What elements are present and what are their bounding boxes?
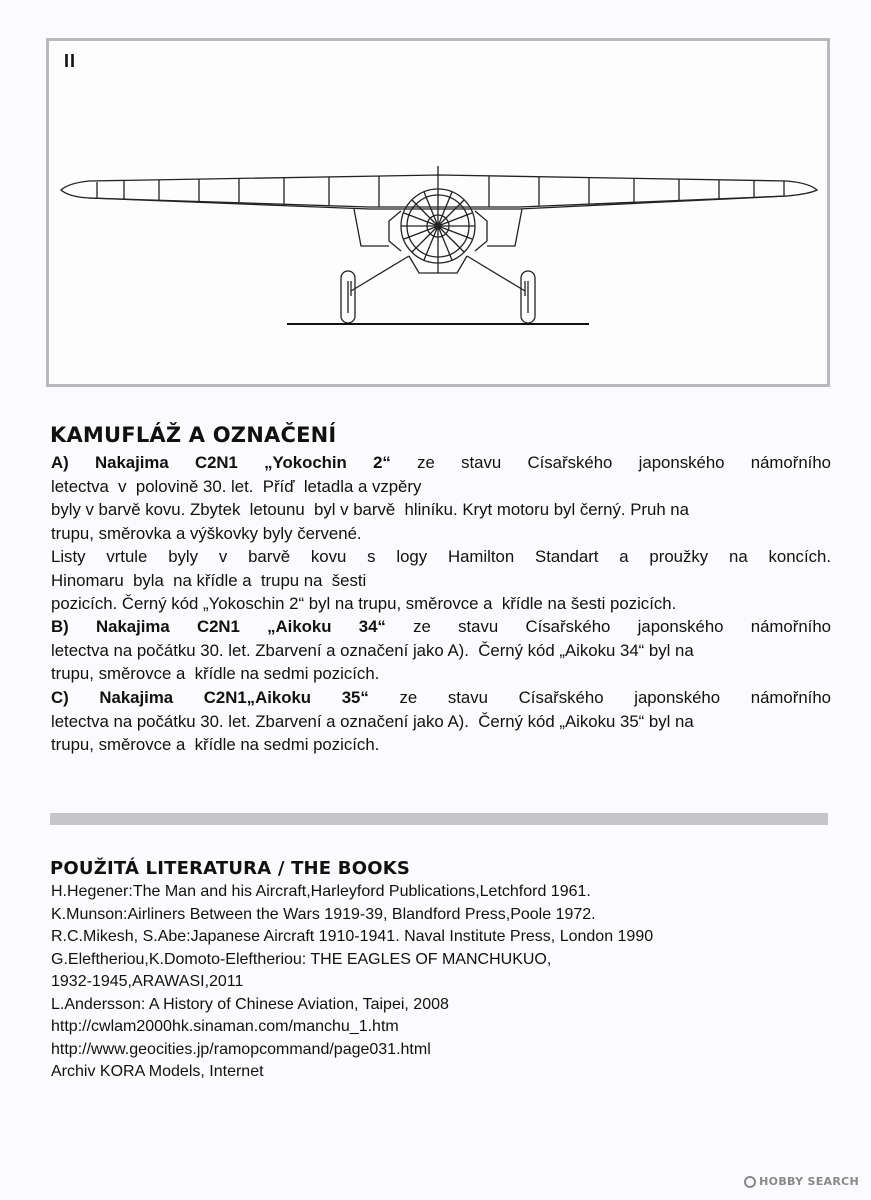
book-entry: R.C.Mikesh, S.Abe:Japanese Aircraft 1910-1941. Naval Institute Press, London 1990 (51, 928, 654, 945)
section-divider (50, 813, 828, 825)
camouflage-heading: KAMUFLÁŽ A OZNAČENÍ (50, 423, 337, 447)
books-heading: POUŽITÁ LITERATURA / THE BOOKS (50, 858, 411, 879)
scheme-b-line-3: trupu, směrovce a křídle na sedmi pozicích. (51, 664, 380, 683)
scheme-a-line-3: byly v barvě kovu. Zbytek letounu byl v barvě hliníku. Kryt motoru byl černý. Pruh na (51, 500, 689, 519)
scheme-c-title: C) Nakajima C2N1„Aikoku 35“ (51, 688, 369, 707)
books-list (51, 881, 653, 1084)
scheme-a-paragraph (51, 451, 831, 616)
scheme-a-line-5: Listy vrtule byly v barvě kovu s logy Hamilton Standart a proužky na koncích. (51, 547, 831, 566)
book-entry: Archiv KORA Models, Internet (51, 1063, 264, 1080)
scheme-c-line-1: C) Nakajima C2N1„Aikoku 35“ ze stavu Císařského japonského námořního (51, 688, 831, 707)
book-entry: 1932-1945,ARAWASI,2011 (51, 973, 244, 990)
book-link: http://www.geocities.jp/ramopcommand/page031.html (51, 1040, 431, 1058)
drawing-label: II (64, 51, 77, 71)
aircraft-front-view-drawing (49, 41, 827, 384)
scheme-b-title: B) Nakajima C2N1 „Aikoku 34“ (51, 617, 386, 636)
watermark-logo-icon (744, 1176, 756, 1188)
scheme-a-line-4: trupu, směrovka a výškovky byly červené. (51, 523, 362, 543)
watermark-text: HOBBY SEARCH (759, 1175, 859, 1188)
scheme-b-line-2: letectva na počátku 30. let. Zbarvení a označení jako A). Černý kód „Aikoku 34“ byl na (51, 640, 694, 660)
scheme-b-paragraph (51, 615, 831, 686)
scheme-a-line-1: A) Nakajima C2N1 „Yokochin 2“ ze stavu Císařského japonského námořního (51, 453, 831, 472)
scheme-a-line-2: letectva v polovině 30. let. Příď letadla a vzpěry (51, 476, 422, 496)
book-entry: G.Eleftheriou,K.Domoto-Eleftheriou: THE EAGLES OF MANCHUKUO, (51, 950, 552, 968)
scheme-c-paragraph (51, 686, 831, 757)
book-entry: H.Hegener:The Man and his Aircraft,Harleyford Publications,Letchford 1961. (51, 883, 591, 900)
scheme-c-line-3: trupu, směrovce a křídle na sedmi pozicích. (51, 735, 380, 754)
scheme-c-line-2: letectva na počátku 30. let. Zbarvení a označení jako A). Černý kód „Aikoku 35“ byl na (51, 711, 694, 731)
book-entry: K.Munson:Airliners Between the Wars 1919-39, Blandford Press,Poole 1972. (51, 905, 596, 923)
watermark (744, 1175, 859, 1188)
book-link: http://cwlam2000hk.sinaman.com/manchu_1.htm (51, 1018, 399, 1035)
drawing-frame (46, 38, 830, 387)
book-entry: L.Andersson: A History of Chinese Aviation, Taipei, 2008 (51, 995, 449, 1013)
scheme-a-title: A) Nakajima C2N1 „Yokochin 2“ (51, 453, 391, 472)
scheme-b-line-1: B) Nakajima C2N1 „Aikoku 34“ ze stavu Císařského japonského námořního (51, 617, 831, 636)
scheme-a-line-6: Hinomaru byla na křídle a trupu na šesti (51, 570, 367, 590)
scheme-a-line-7: pozicích. Černý kód „Yokoschin 2“ byl na trupu, směrovce a křídle na šesti pozicích. (51, 594, 677, 613)
